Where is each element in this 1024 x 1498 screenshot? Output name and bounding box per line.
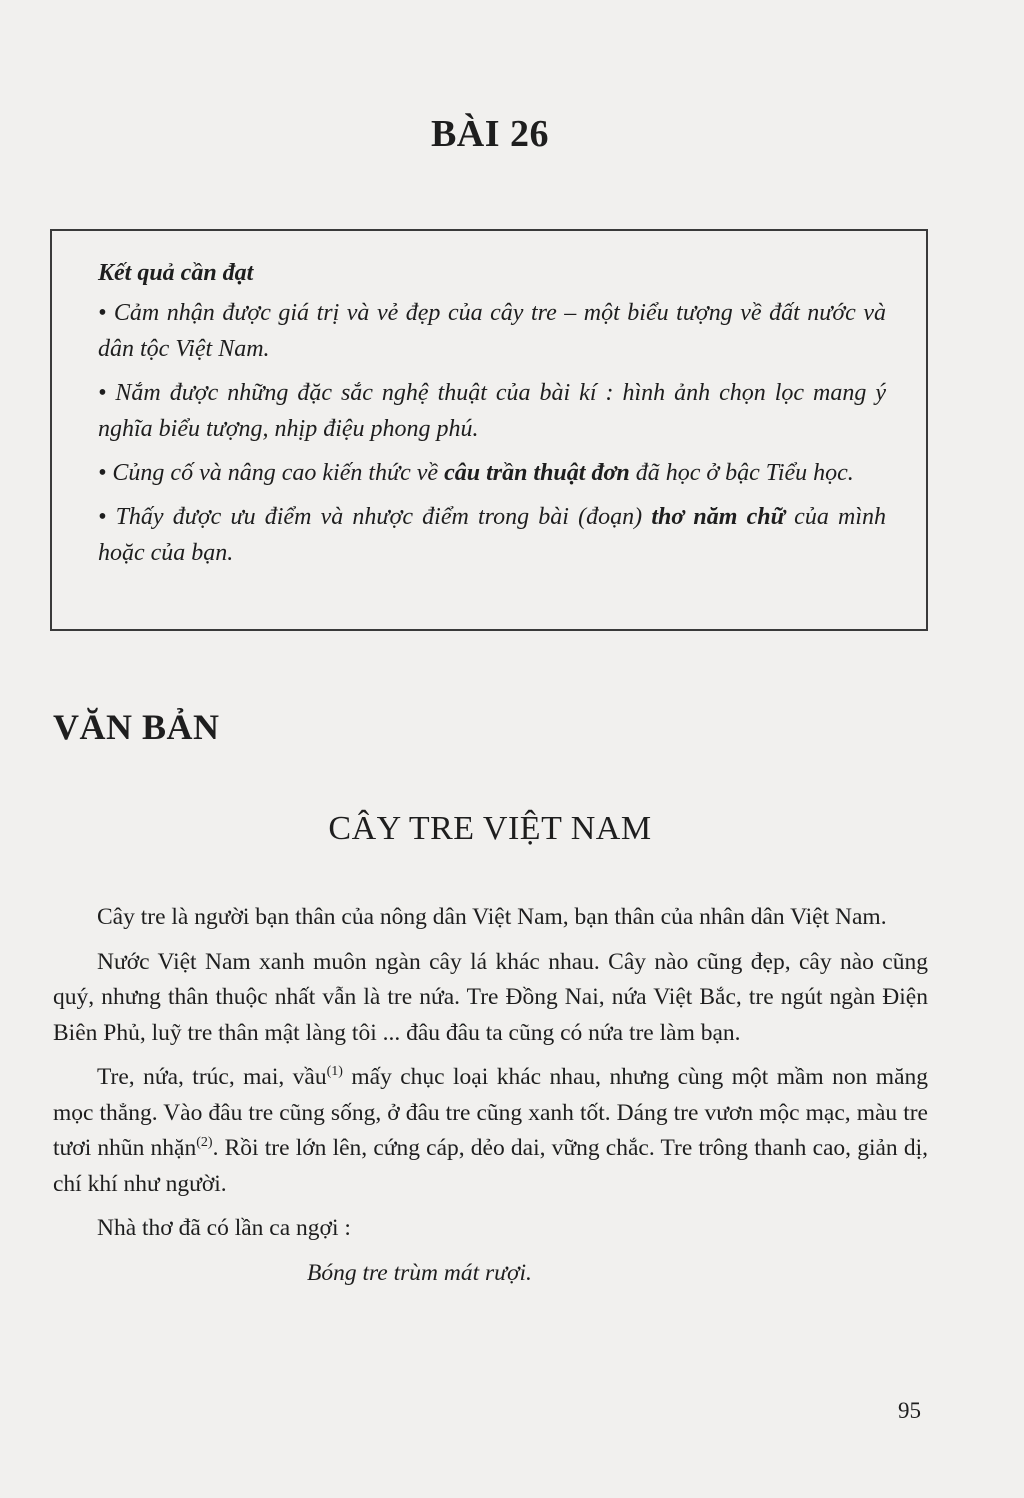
- lesson-title: BÀI 26: [430, 113, 550, 155]
- paragraph-text: Tre, nứa, trúc, mai, vầu: [97, 1064, 327, 1090]
- goal-text: đã học ở bậc Tiểu học.: [629, 460, 854, 486]
- paragraph: Nước Việt Nam xanh muôn ngàn cây lá khác nhau. Cây nào cũng đẹp, cây nào cũng quý, nhưng thân thuộc nhất vẫn là tre nứa. Tre Đồng Nai, nứa Việt Bắc, tre ngút ngàn Điện Biên Phủ, luỹ tre thân mật làng tôi ... đâu đâu ta cũng có nứa tre làm bạn.: [53, 948, 928, 1046]
- goal-keyword: câu trần thuật đơn: [444, 460, 630, 486]
- footnote-marker: (1): [326, 1064, 343, 1079]
- footnote-marker: (2): [196, 1135, 213, 1150]
- goal-text: của mình hoặc của bạn.: [98, 504, 886, 566]
- goals-heading: Kết quả cần đạt: [98, 260, 254, 286]
- text-title: CÂY TRE VIỆT NAM: [328, 810, 652, 847]
- paragraph-text: mấy chục loại khác nhau, nhưng cùng một mầm non măng mọc thẳng. Vào đâu tre cũng sống, ở đâu tre cũng xanh tốt. Dáng tre vươn mộc mạc, màu tre tươi nhũn nhặn: [53, 1064, 928, 1161]
- goal-keyword: thơ năm chữ: [651, 504, 785, 530]
- page-number: 95: [898, 1398, 921, 1423]
- learning-goals-box: [50, 229, 928, 631]
- goal-text: • Củng cố và nâng cao kiến thức về: [98, 460, 445, 486]
- poem-line: Bóng tre trùm mát rượi.: [307, 1259, 532, 1286]
- paragraph: Cây tre là người bạn thân của nông dân Việt Nam, bạn thân của nhân dân Việt Nam.: [97, 904, 887, 930]
- goal-item: • Cảm nhận được giá trị và vẻ đẹp của cây tre – một biểu tượng về đất nước và dân tộc Việt Nam.: [98, 300, 886, 362]
- goal-item: [98, 455, 886, 491]
- paragraph-text: . Rồi tre lớn lên, cứng cáp, dẻo dai, vững chắc. Tre trông thanh cao, giản dị, chí khí như người.: [53, 1135, 929, 1197]
- goal-item: [98, 499, 886, 571]
- paragraph: Nhà thơ đã có lần ca ngợi :: [97, 1215, 351, 1241]
- paragraph: [53, 1060, 928, 1202]
- goal-item: • Nắm được những đặc sắc nghệ thuật của bài kí : hình ảnh chọn lọc mang ý nghĩa biểu tượng, nhịp điệu phong phú.: [98, 380, 886, 442]
- goal-text: • Thấy được ưu điểm và nhược điểm trong bài (đoạn): [98, 504, 652, 530]
- section-title: VĂN BẢN: [53, 707, 220, 747]
- body-text: [53, 900, 928, 1291]
